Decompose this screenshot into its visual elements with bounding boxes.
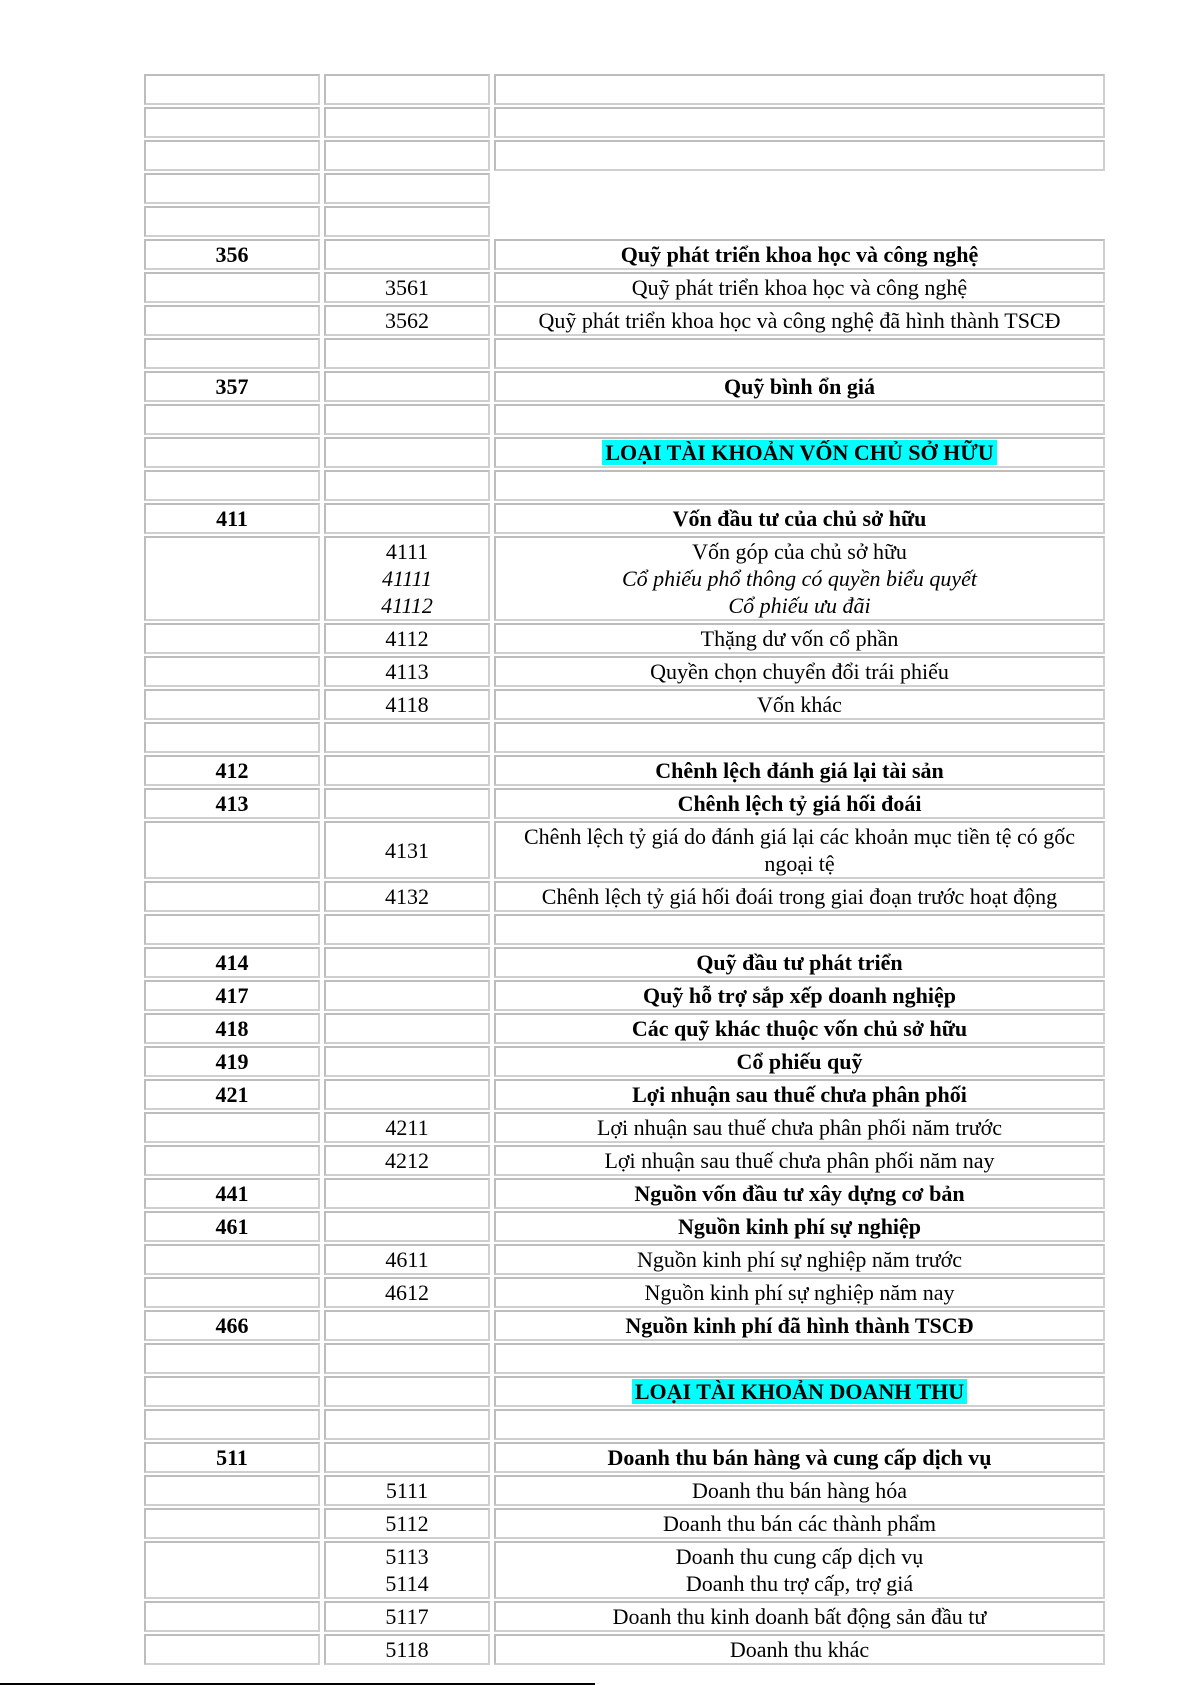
account-name-cell	[494, 788, 1105, 819]
account-code: 511	[216, 1445, 248, 1470]
account-name: Doanh thu bán hàng và cung cấp dịch vụ	[607, 1445, 992, 1470]
subaccount-code: 4111	[385, 539, 429, 564]
account-code-cell	[144, 272, 320, 303]
account-code: 412	[215, 758, 249, 783]
table-row	[144, 1508, 1105, 1539]
table-row	[144, 272, 1105, 303]
account-name: Chênh lệch tỷ giá hối đoái	[677, 791, 922, 816]
subaccount-name: Vốn khác	[757, 692, 842, 717]
subaccount-name: Quỹ phát triển khoa học và công nghệ đã hình thành TSCĐ	[538, 308, 1061, 333]
account-code-cell	[144, 980, 320, 1011]
account-code-cell	[144, 1376, 320, 1407]
table-row	[144, 173, 1105, 204]
subaccount-code-cell	[324, 1277, 490, 1308]
account-name-cell	[494, 371, 1105, 402]
account-code-cell	[144, 623, 320, 654]
subaccount-code: 5113	[385, 1544, 429, 1569]
account-code-cell	[144, 1541, 320, 1599]
subaccount-name: Quỹ phát triển khoa học và công nghệ	[631, 275, 968, 300]
account-code-cell	[144, 788, 320, 819]
subaccount-code-cell	[324, 371, 490, 402]
subaccount-code-cell	[324, 107, 490, 138]
account-name: Nguồn kinh phí đã hình thành TSCĐ	[625, 1313, 974, 1338]
subaccount-code: 5112	[385, 1511, 429, 1536]
account-code-cell	[144, 239, 320, 270]
subaccount-name: Thặng dư vốn cổ phần	[700, 626, 899, 651]
subaccount-code-cell	[324, 1145, 490, 1176]
account-name-cell	[494, 755, 1105, 786]
account-name-cell	[494, 1013, 1105, 1044]
account-name-cell	[494, 1046, 1105, 1077]
table-row	[144, 623, 1105, 654]
account-code-cell	[144, 503, 320, 534]
table-row	[144, 404, 1105, 435]
subaccount-name: Lợi nhuận sau thuế chưa phân phối năm trước	[596, 1115, 1003, 1140]
table-row	[144, 1409, 1105, 1440]
account-name: Nguồn kinh phí sự nghiệp	[677, 1214, 922, 1239]
account-code: 466	[215, 1313, 249, 1338]
account-name: Cổ phiếu quỹ	[736, 1049, 863, 1074]
account-name-cell	[494, 1601, 1105, 1632]
subaccount-name: Doanh thu bán các thành phẩm	[662, 1511, 937, 1536]
subaccount-code: 4211	[385, 1115, 429, 1140]
account-name-cell	[494, 173, 1105, 204]
account-code: 461	[215, 1214, 249, 1239]
subaccount-code-cell	[324, 947, 490, 978]
subaccount-code-cell	[324, 1409, 490, 1440]
account-code-cell	[144, 1244, 320, 1275]
account-code: 357	[215, 374, 249, 399]
account-code-cell	[144, 821, 320, 879]
account-name-cell	[494, 1079, 1105, 1110]
subaccount-name: Cổ phiếu ưu đãi	[728, 593, 871, 618]
account-code-cell	[144, 1211, 320, 1242]
account-name-cell	[494, 821, 1105, 879]
account-name-cell	[494, 1211, 1105, 1242]
table-row	[144, 305, 1105, 336]
account-name-cell	[494, 947, 1105, 978]
account-code: 417	[215, 983, 249, 1008]
table-row	[144, 755, 1105, 786]
table-row	[144, 1112, 1105, 1143]
subaccount-code-cell	[324, 980, 490, 1011]
account-name-cell	[494, 689, 1105, 720]
subaccount-code-cell	[324, 689, 490, 720]
account-code-cell	[144, 1277, 320, 1308]
subaccount-code-cell	[324, 1601, 490, 1632]
account-name-cell	[494, 338, 1105, 369]
table-row	[144, 536, 1105, 621]
subaccount-code-cell	[324, 1211, 490, 1242]
account-name-cell	[494, 1442, 1105, 1473]
subaccount-code: 3562	[385, 308, 429, 333]
table-row	[144, 1178, 1105, 1209]
subaccount-code-cell	[324, 1310, 490, 1341]
account-name-cell	[494, 437, 1105, 468]
subaccount-name: Doanh thu khác	[729, 1637, 870, 1662]
account-code-cell	[144, 1601, 320, 1632]
subaccount-name: Chênh lệch tỷ giá do đánh giá lại các khoản mục tiền tệ có gốc ngoại tệ	[523, 824, 1076, 876]
table-row	[144, 239, 1105, 270]
table-row	[144, 107, 1105, 138]
subaccount-name: Vốn góp của chủ sở hữu	[692, 539, 907, 564]
account-code-cell	[144, 338, 320, 369]
account-name: Nguồn vốn đầu tư xây dựng cơ bản	[634, 1181, 965, 1206]
account-code-cell	[144, 722, 320, 753]
subaccount-code: 4113	[385, 659, 429, 684]
account-code-cell	[144, 74, 320, 105]
account-name-cell	[494, 1376, 1105, 1407]
table-row	[144, 1541, 1105, 1599]
table-row	[144, 1634, 1105, 1665]
subaccount-code-cell	[324, 1112, 490, 1143]
table-body	[144, 74, 1105, 1665]
subaccount-code: 4212	[385, 1148, 429, 1173]
account-code-cell	[144, 140, 320, 171]
account-name-cell	[494, 1475, 1105, 1506]
account-name: Lợi nhuận sau thuế chưa phân phối	[632, 1082, 967, 1107]
account-name-cell	[494, 1244, 1105, 1275]
account-name-cell	[494, 1310, 1105, 1341]
table-row	[144, 503, 1105, 534]
account-code-cell	[144, 470, 320, 501]
subaccount-code-cell	[324, 173, 490, 204]
table-row	[144, 914, 1105, 945]
account-code-cell	[144, 1475, 320, 1506]
table-row	[144, 656, 1105, 687]
account-name-cell	[494, 536, 1105, 621]
account-name-cell	[494, 503, 1105, 534]
account-code: 414	[215, 950, 249, 975]
account-code-cell	[144, 173, 320, 204]
subaccount-code-cell	[324, 503, 490, 534]
account-name-cell	[494, 656, 1105, 687]
subaccount-code-cell	[324, 722, 490, 753]
account-name-cell	[494, 1541, 1105, 1599]
table-row	[144, 1211, 1105, 1242]
account-code-cell	[144, 437, 320, 468]
account-code: 418	[215, 1016, 249, 1041]
account-code-cell	[144, 1079, 320, 1110]
subaccount-code-cell	[324, 755, 490, 786]
table-row	[144, 1244, 1105, 1275]
account-name: Quỹ hỗ trợ sắp xếp doanh nghiệp	[643, 983, 956, 1008]
subaccount-code-cell	[324, 1343, 490, 1374]
subaccount-code: 5114	[385, 1571, 429, 1596]
account-code-cell	[144, 1634, 320, 1665]
account-code-cell	[144, 1013, 320, 1044]
subaccount-code-cell	[324, 1376, 490, 1407]
account-name-cell	[494, 1634, 1105, 1665]
subaccount-code-cell	[324, 437, 490, 468]
account-code-cell	[144, 404, 320, 435]
subaccount-code: 41111	[381, 566, 433, 591]
table-row	[144, 1310, 1105, 1341]
subaccount-code-cell	[324, 1442, 490, 1473]
subaccount-code: 4612	[385, 1280, 429, 1305]
table-row	[144, 1475, 1105, 1506]
account-name-cell	[494, 1277, 1105, 1308]
subaccount-code-cell	[324, 1244, 490, 1275]
account-name-cell	[494, 1178, 1105, 1209]
account-name-cell	[494, 980, 1105, 1011]
account-name: Chênh lệch đánh giá lại tài sản	[655, 758, 944, 783]
subaccount-code: 4611	[385, 1247, 429, 1272]
table-row	[144, 1145, 1105, 1176]
account-code-cell	[144, 107, 320, 138]
table-row	[144, 1046, 1105, 1077]
account-code-cell	[144, 656, 320, 687]
table-row	[144, 470, 1105, 501]
table-row	[144, 1277, 1105, 1308]
chart-of-accounts-table	[140, 72, 1109, 1667]
subaccount-code-cell	[324, 404, 490, 435]
subaccount-code-cell	[324, 1475, 490, 1506]
subaccount-code-cell	[324, 272, 490, 303]
subaccount-code-cell	[324, 140, 490, 171]
account-name-cell	[494, 914, 1105, 945]
account-name: Quỹ bình ổn giá	[723, 374, 875, 399]
subaccount-name: Doanh thu kinh doanh bất động sản đầu tư	[612, 1604, 987, 1629]
subaccount-code-cell	[324, 1013, 490, 1044]
table-row	[144, 821, 1105, 879]
account-name: Quỹ phát triển khoa học và công nghệ	[620, 242, 979, 267]
table-row	[144, 722, 1105, 753]
account-code-cell	[144, 1046, 320, 1077]
subaccount-name: Doanh thu bán hàng hóa	[691, 1478, 908, 1503]
account-code-cell	[144, 1343, 320, 1374]
account-code-cell	[144, 947, 320, 978]
account-code: 356	[215, 242, 249, 267]
subaccount-code-cell	[324, 470, 490, 501]
account-code-cell	[144, 1508, 320, 1539]
subaccount-code-cell	[324, 1508, 490, 1539]
subaccount-code-cell	[324, 1634, 490, 1665]
account-name-cell	[494, 305, 1105, 336]
account-code-cell	[144, 206, 320, 237]
account-code: 411	[216, 506, 248, 531]
table-row	[144, 980, 1105, 1011]
subaccount-code-cell	[324, 74, 490, 105]
table-row	[144, 206, 1105, 237]
account-name-cell	[494, 272, 1105, 303]
subaccount-name: Lợi nhuận sau thuế chưa phân phối năm nay	[604, 1148, 995, 1173]
account-name: Các quỹ khác thuộc vốn chủ sở hữu	[631, 1016, 968, 1041]
subaccount-code-cell	[324, 914, 490, 945]
subaccount-code: 5118	[385, 1637, 429, 1662]
account-name-cell	[494, 1145, 1105, 1176]
subaccount-code-cell	[324, 1541, 490, 1599]
account-code-cell	[144, 689, 320, 720]
table-row	[144, 1442, 1105, 1473]
subaccount-code-cell	[324, 1079, 490, 1110]
table-row	[144, 689, 1105, 720]
subaccount-code-cell	[324, 206, 490, 237]
subaccount-name: Cổ phiếu phổ thông có quyền biểu quyết	[622, 566, 977, 591]
table-row	[144, 1079, 1105, 1110]
subaccount-code-cell	[324, 788, 490, 819]
account-name-cell	[494, 74, 1105, 105]
account-name-cell	[494, 1112, 1105, 1143]
subaccount-code-cell	[324, 656, 490, 687]
table-row	[144, 1376, 1105, 1407]
account-name: Vốn đầu tư của chủ sở hữu	[672, 506, 927, 531]
account-code-cell	[144, 755, 320, 786]
account-name-cell	[494, 1343, 1105, 1374]
account-code-cell	[144, 305, 320, 336]
account-name-cell	[494, 239, 1105, 270]
account-code-cell	[144, 1178, 320, 1209]
account-name-cell	[494, 206, 1105, 237]
table-row	[144, 371, 1105, 402]
account-code-cell	[144, 1442, 320, 1473]
subaccount-code-cell	[324, 821, 490, 879]
subaccount-name: Nguồn kinh phí sự nghiệp năm nay	[644, 1280, 955, 1305]
account-code-cell	[144, 1112, 320, 1143]
table-row	[144, 788, 1105, 819]
account-name-cell	[494, 107, 1105, 138]
subaccount-code: 4132	[385, 884, 429, 909]
subaccount-code-cell	[324, 338, 490, 369]
account-name-cell	[494, 722, 1105, 753]
subaccount-code: 3561	[385, 275, 429, 300]
account-code-cell	[144, 881, 320, 912]
subaccount-name: Chênh lệch tỷ giá hối đoái trong giai đoạn trước hoạt động	[541, 884, 1058, 909]
account-code: 421	[215, 1082, 249, 1107]
table-row	[144, 338, 1105, 369]
table-row	[144, 947, 1105, 978]
table-row	[144, 1343, 1105, 1374]
subaccount-code: 41112	[381, 593, 433, 618]
table-row	[144, 74, 1105, 105]
account-name-cell	[494, 1508, 1105, 1539]
subaccount-code: 5117	[385, 1604, 429, 1629]
subaccount-code-cell	[324, 623, 490, 654]
account-name-cell	[494, 881, 1105, 912]
subaccount-name: Doanh thu cung cấp dịch vụ	[675, 1544, 924, 1569]
table-row	[144, 1013, 1105, 1044]
account-name-cell	[494, 623, 1105, 654]
subaccount-name: Doanh thu trợ cấp, trợ giá	[685, 1571, 914, 1596]
account-code: 413	[215, 791, 249, 816]
subaccount-code: 4118	[385, 692, 429, 717]
account-code-cell	[144, 536, 320, 621]
section-heading: LOẠI TÀI KHOẢN VỐN CHỦ SỞ HỮU	[602, 440, 996, 465]
subaccount-code-cell	[324, 536, 490, 621]
account-code-cell	[144, 1310, 320, 1341]
account-code: 419	[215, 1049, 249, 1074]
subaccount-code-cell	[324, 881, 490, 912]
account-code: 441	[215, 1181, 249, 1206]
account-code-cell	[144, 914, 320, 945]
subaccount-name: Quyền chọn chuyển đổi trái phiếu	[650, 659, 949, 684]
subaccount-code: 5111	[385, 1478, 429, 1503]
subaccount-code: 4112	[385, 626, 429, 651]
account-code-cell	[144, 371, 320, 402]
account-code-cell	[144, 1409, 320, 1440]
table-row	[144, 140, 1105, 171]
section-heading: LOẠI TÀI KHOẢN DOANH THU	[632, 1379, 967, 1404]
subaccount-code-cell	[324, 1178, 490, 1209]
account-code-cell	[144, 1145, 320, 1176]
table-row	[144, 881, 1105, 912]
table-row	[144, 437, 1105, 468]
subaccount-code-cell	[324, 305, 490, 336]
subaccount-code-cell	[324, 239, 490, 270]
account-name-cell	[494, 404, 1105, 435]
account-name-cell	[494, 470, 1105, 501]
subaccount-code: 4131	[385, 837, 429, 863]
account-name-cell	[494, 140, 1105, 171]
account-name: Quỹ đầu tư phát triển	[696, 950, 903, 975]
subaccount-name: Nguồn kinh phí sự nghiệp năm trước	[636, 1247, 963, 1272]
table-row	[144, 1601, 1105, 1632]
subaccount-code-cell	[324, 1046, 490, 1077]
account-name-cell	[494, 1409, 1105, 1440]
